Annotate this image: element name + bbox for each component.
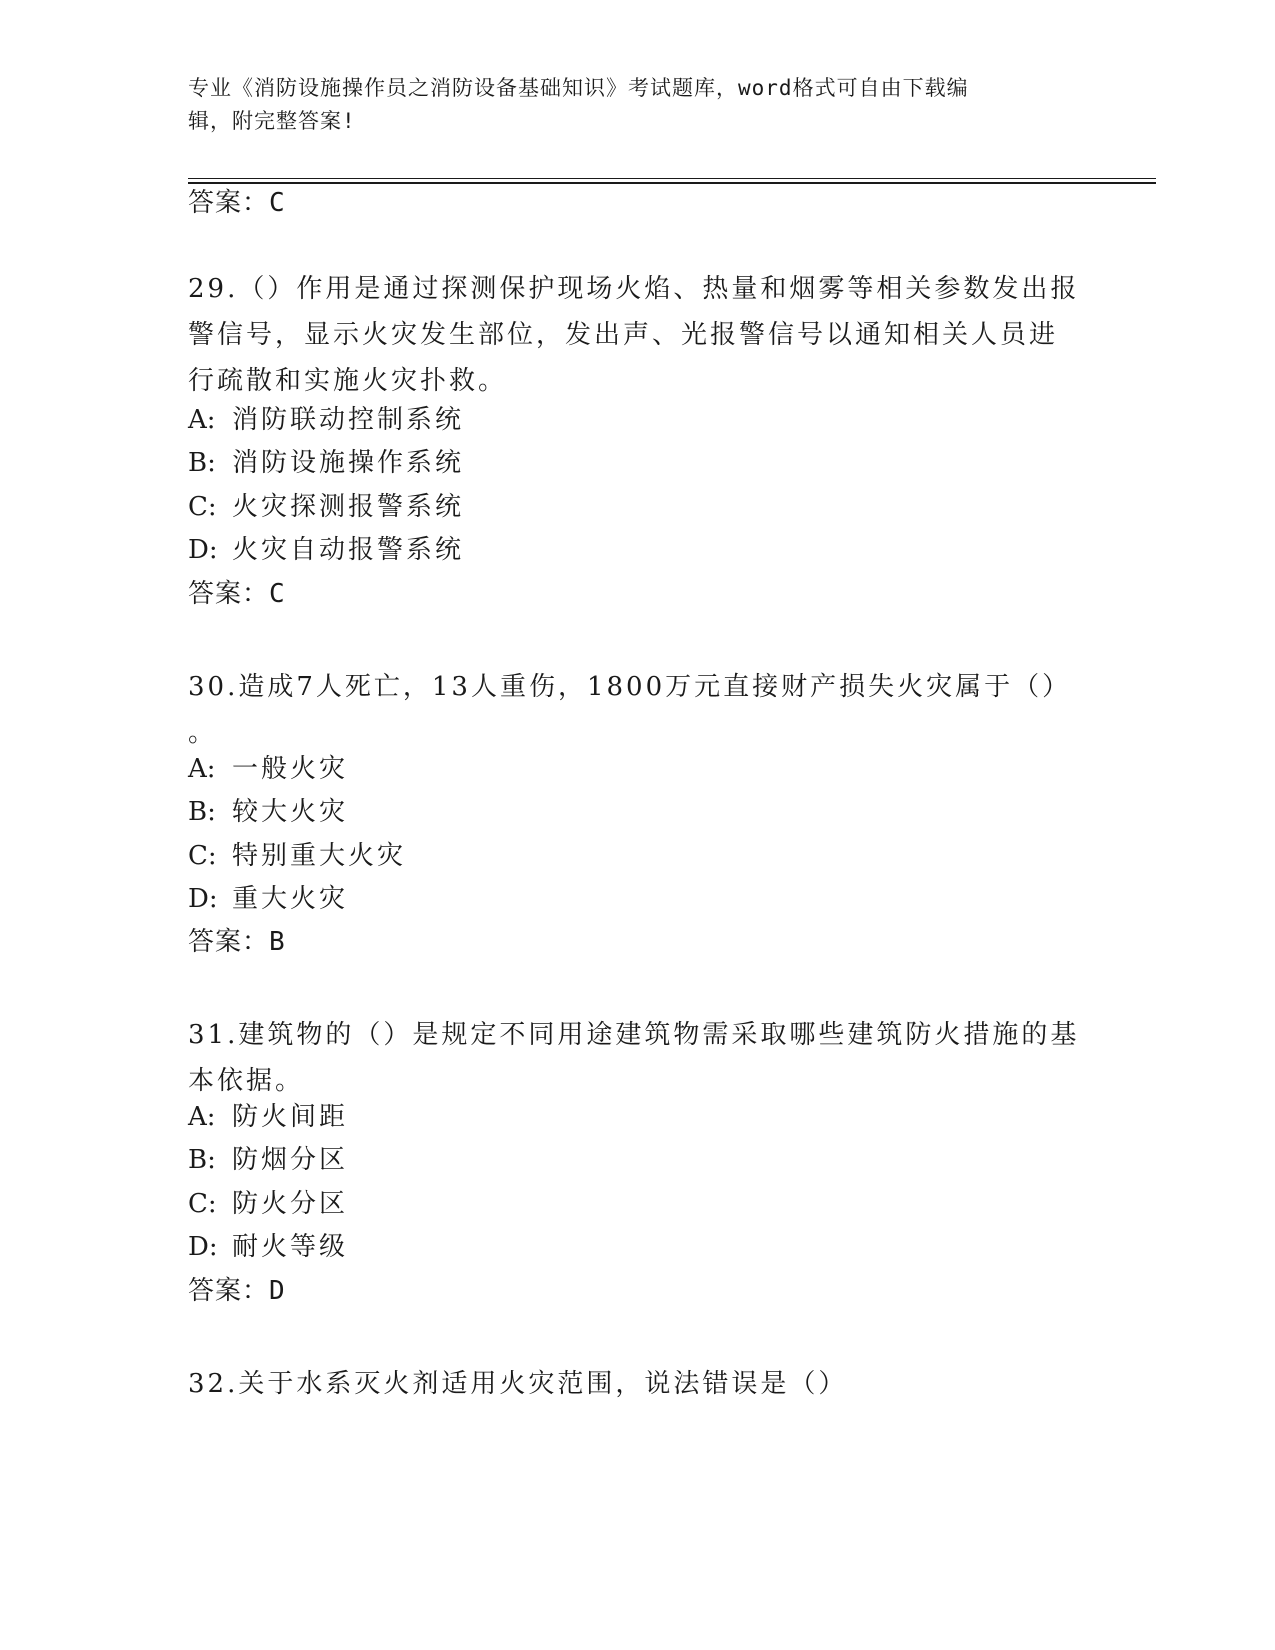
answer-value: C xyxy=(269,579,286,609)
header-divider-thick xyxy=(188,182,1156,184)
option-text: 消防设施操作系统 xyxy=(232,448,465,478)
answer-label: 答案： xyxy=(188,579,270,609)
question-text-line: 本依据。 xyxy=(188,1066,305,1096)
option-text: 重大火灾 xyxy=(232,884,349,914)
option-text: 防烟分区 xyxy=(232,1145,349,1175)
option-letter: A: xyxy=(188,405,216,435)
option-text: 一般火灾 xyxy=(232,754,349,784)
option-a xyxy=(188,403,464,437)
question-text-line: 31.建筑物的（）是规定不同用途建筑物需采取哪些建筑防火措施的基 xyxy=(188,1020,1080,1050)
question-30 xyxy=(188,664,1088,756)
question-text-line: 。 xyxy=(188,718,218,748)
option-d xyxy=(188,533,464,567)
option-text: 防火间距 xyxy=(232,1102,349,1132)
question-text-line: 行疏散和实施火灾扑救。 xyxy=(188,366,508,396)
option-text: 火灾探测报警系统 xyxy=(232,492,465,522)
option-letter: D: xyxy=(188,535,218,565)
option-a xyxy=(188,1100,348,1134)
option-c xyxy=(188,839,406,873)
answer-label: 答案： xyxy=(188,1276,270,1306)
header-divider-thin xyxy=(188,178,1156,179)
answer-value: C xyxy=(269,188,286,218)
answer-label: 答案： xyxy=(188,927,270,957)
answer-line xyxy=(188,577,286,611)
question-text-line: 警信号，显示火灾发生部位，发出声、光报警信号以通知相关人员进 xyxy=(188,320,1059,350)
option-letter: B: xyxy=(188,448,216,478)
question-31 xyxy=(188,1012,1088,1104)
question-text-line: 30.造成7人死亡，13人重伤，1800万元直接财产损失火灾属于（） xyxy=(188,672,1072,702)
option-b xyxy=(188,446,464,480)
option-text: 火灾自动报警系统 xyxy=(232,535,465,565)
option-text: 特别重大火灾 xyxy=(232,841,407,871)
answer-line xyxy=(188,1274,286,1308)
question-text-line: 32.关于水系灭火剂适用火灾范围，说法错误是（） xyxy=(188,1369,848,1399)
option-letter: A: xyxy=(188,1102,216,1132)
option-letter: C: xyxy=(188,841,217,871)
option-text: 较大火灾 xyxy=(232,797,349,827)
option-letter: B: xyxy=(188,1145,216,1175)
answer-value: D xyxy=(269,1276,286,1306)
header-line-1: 专业《消防设施操作员之消防设备基础知识》考试题库，word格式可自由下载编 xyxy=(188,76,969,100)
option-letter: C: xyxy=(188,1189,217,1219)
option-d xyxy=(188,882,348,916)
option-c xyxy=(188,490,464,524)
option-text: 耐火等级 xyxy=(232,1232,349,1262)
header-line-2: 辑，附完整答案! xyxy=(188,109,356,133)
answer-line xyxy=(188,186,286,220)
answer-label: 答案： xyxy=(188,188,270,218)
option-letter: D: xyxy=(188,1232,218,1262)
option-c xyxy=(188,1187,348,1221)
answer-line xyxy=(188,925,286,959)
option-b xyxy=(188,795,348,829)
question-32 xyxy=(188,1361,1088,1407)
answer-value: B xyxy=(269,927,286,957)
option-text: 消防联动控制系统 xyxy=(232,405,465,435)
option-letter: A: xyxy=(188,754,216,784)
option-a xyxy=(188,752,348,786)
option-letter: C: xyxy=(188,492,217,522)
option-b xyxy=(188,1143,348,1177)
option-text: 防火分区 xyxy=(232,1189,349,1219)
option-letter: B: xyxy=(188,797,216,827)
question-text-line: 29.（）作用是通过探测保护现场火焰、热量和烟雾等相关参数发出报 xyxy=(188,274,1080,304)
question-29 xyxy=(188,266,1088,404)
page-header xyxy=(188,72,1088,138)
option-d xyxy=(188,1230,348,1264)
option-letter: D: xyxy=(188,884,218,914)
